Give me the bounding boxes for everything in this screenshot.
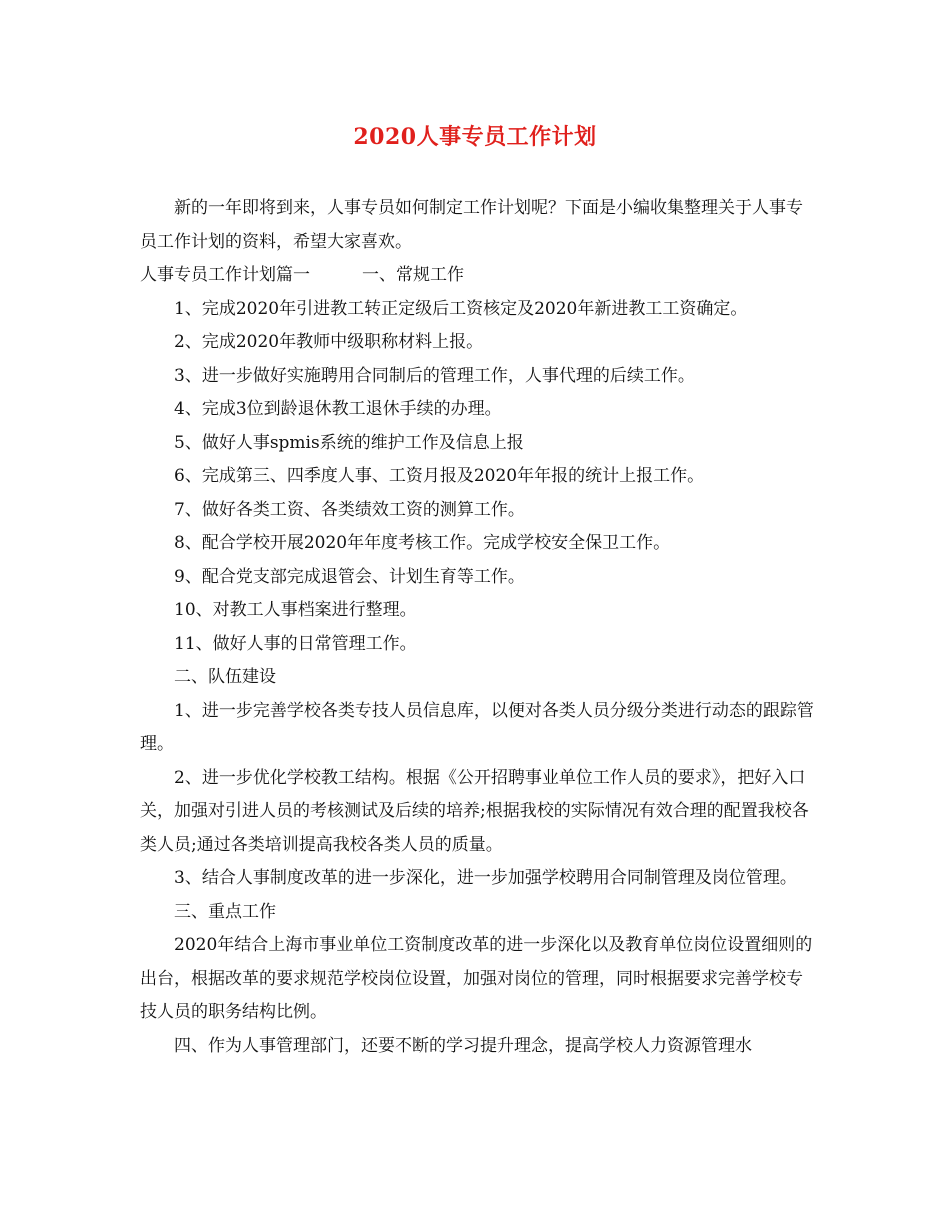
part-label: 人事专员工作计划篇一 <box>140 265 310 285</box>
section1-heading: 一、常规工作 <box>362 265 464 285</box>
part-heading-line <box>140 259 816 293</box>
section3-heading: 三、重点工作 <box>174 901 276 922</box>
list-item: 2、进一步优化学校教工结构。根据《公开招聘事业单位工作人员的要求》，把好入口关，加强对引进人员的考核测试及后续的培养;根据我校的实际情况有效合理的配置我校各类人员;通过各类培训提高我校各类人员的质量。 <box>140 767 809 855</box>
section4-paragraph: 四、作为人事管理部门，还要不断的学习提升理念，提高学校人力资源管理水 <box>174 1035 752 1056</box>
document-body <box>140 192 816 1063</box>
list-item: 5、做好人事spmis系统的维护工作及信息上报 <box>174 432 524 453</box>
list-item: 2、完成2020年教师中级职称材料上报。 <box>174 332 484 352</box>
list-item: 3、进一步做好实施聘用合同制后的管理工作，人事代理的后续工作。 <box>174 365 695 386</box>
list-item: 6、完成第三、四季度人事、工资月报及2020年年报的统计上报工作。 <box>174 466 705 486</box>
list-item: 11、做好人事的日常管理工作。 <box>174 633 417 654</box>
section3-paragraph: 2020年结合上海市事业单位工资制度改革的进一步深化以及教育单位岗位设置细则的出台，根据改革的要求规范学校岗位设置，加强对岗位的管理，同时根据要求完善学校专技人员的职务结构比例。 <box>140 935 813 1022</box>
intro-paragraph: 新的一年即将到来，人事专员如何制定工作计划呢？下面是小编收集整理关于人事专员工作计划的资料，希望大家喜欢。 <box>140 198 803 252</box>
list-item: 1、完成2020年引进教工转正定级后工资核定及2020年新进教工工资确定。 <box>174 298 748 319</box>
list-item: 10、对教工人事档案进行整理。 <box>174 600 417 620</box>
list-item: 8、配合学校开展2020年年度考核工作。完成学校安全保卫工作。 <box>174 533 671 553</box>
document-title: 2020人事专员工作计划 <box>353 124 597 150</box>
list-item: 4、完成3位到龄退休教工退休手续的办理。 <box>174 399 502 419</box>
list-item: 9、配合党支部完成退管会、计划生育等工作。 <box>174 566 525 587</box>
list-item: 3、结合人事制度改革的进一步深化，进一步加强学校聘用合同制管理及岗位管理。 <box>174 868 797 888</box>
section2-heading: 二、队伍建设 <box>174 667 276 687</box>
list-item: 7、做好各类工资、各类绩效工资的测算工作。 <box>174 499 525 520</box>
list-item: 1、进一步完善学校各类专技人员信息库，以便对各类人员分级分类进行动态的跟踪管理。 <box>140 700 814 754</box>
